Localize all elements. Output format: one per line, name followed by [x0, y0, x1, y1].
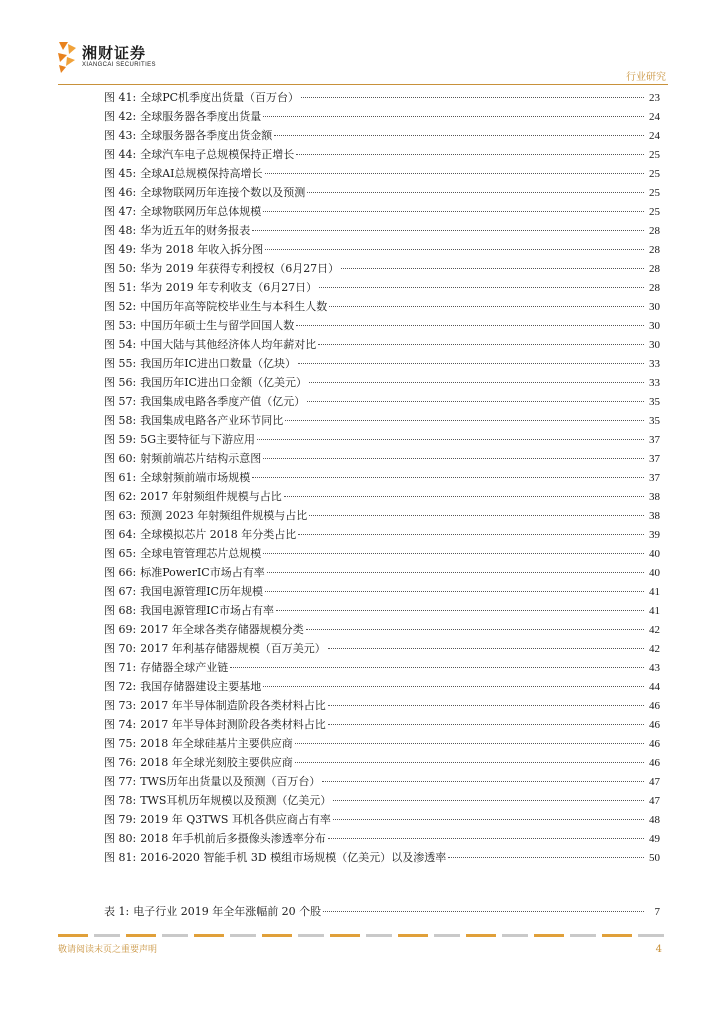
entry-page: 30 [649, 339, 660, 351]
entry-label: 图 48: [104, 224, 137, 237]
entry-label: 图 78: [104, 794, 137, 807]
entry-title: 中国历年硕士生与留学回国人数 [140, 319, 295, 332]
entry-label: 图 80: [104, 832, 137, 845]
dot-leader [329, 306, 644, 307]
entry-label: 图 50: [104, 262, 137, 275]
entry-page: 24 [649, 130, 660, 142]
toc-entry[interactable] [104, 658, 660, 677]
entry-title: 中国大陆与其他经济体人均年薪对比 [140, 338, 317, 351]
entry-label: 图 65: [104, 547, 137, 560]
entry-title: 2017 年半导体制造阶段各类材料占比 [140, 699, 326, 712]
entry-label: 图 43: [104, 129, 137, 142]
entry-label: 图 42: [104, 110, 137, 123]
company-logo [56, 40, 196, 76]
toc-entry[interactable] [104, 449, 660, 468]
entry-page: 47 [649, 795, 660, 807]
entry-page: 39 [649, 529, 660, 541]
toc-entry[interactable] [104, 753, 660, 772]
toc-entry[interactable] [104, 487, 660, 506]
entry-title: 我国存储器建设主要基地 [140, 680, 262, 693]
toc-entry[interactable] [104, 715, 660, 734]
entry-title: 华为 2018 年收入拆分图 [140, 243, 264, 256]
figure-list [104, 88, 660, 867]
dot-leader [328, 705, 644, 706]
entry-page: 33 [649, 377, 660, 389]
dot-leader [257, 439, 644, 440]
toc-entry[interactable] [104, 392, 660, 411]
entry-label: 图 62: [104, 490, 137, 503]
entry-label: 图 59: [104, 433, 137, 446]
dot-leader [296, 154, 644, 155]
entry-page: 25 [649, 149, 660, 161]
entry-page: 37 [649, 472, 660, 484]
toc-entry[interactable] [104, 202, 660, 221]
toc-entry[interactable] [104, 126, 660, 145]
entry-page: 41 [649, 605, 660, 617]
entry-title: 我国电源管理IC市场占有率 [140, 604, 274, 617]
dot-leader [306, 629, 644, 630]
entry-page: 37 [649, 434, 660, 446]
toc-entry[interactable] [104, 183, 660, 202]
entry-page: 23 [649, 92, 660, 104]
toc-entry[interactable] [104, 620, 660, 639]
dot-leader [328, 648, 644, 649]
entry-label: 图 53: [104, 319, 137, 332]
entry-label: 图 76: [104, 756, 137, 769]
entry-title: 全球PC机季度出货量（百万台） [140, 91, 300, 104]
toc-entry[interactable] [104, 430, 660, 449]
entry-title: 我国集成电路各季度产值（亿元） [140, 395, 306, 408]
dot-leader [276, 610, 644, 611]
entry-title: 全球模拟芯片 2018 年分类占比 [140, 528, 297, 541]
entry-page: 38 [649, 491, 660, 503]
dot-leader [318, 344, 644, 345]
dot-leader [265, 249, 644, 250]
xiangcai-logo-icon [56, 40, 78, 74]
entry-label: 图 60: [104, 452, 137, 465]
entry-page: 40 [649, 567, 660, 579]
entry-title: 我国历年IC进出口数量（亿块） [140, 357, 296, 370]
entry-label: 图 63: [104, 509, 137, 522]
entry-page: 41 [649, 586, 660, 598]
page-header [0, 0, 724, 90]
entry-page: 50 [649, 852, 660, 864]
entry-page: 7 [654, 906, 660, 918]
entry-label: 图 57: [104, 395, 137, 408]
entry-title: 存储器全球产业链 [140, 661, 229, 674]
dot-leader [333, 819, 644, 820]
footer-divider [58, 934, 668, 937]
entry-title: 2018 年手机前后多摄像头渗透率分布 [140, 832, 326, 845]
entry-title: 全球AI总规模保持高增长 [140, 167, 263, 180]
entry-title: 中国历年高等院校毕业生与本科生人数 [140, 300, 328, 313]
dot-leader [301, 97, 644, 98]
dot-leader [263, 458, 644, 459]
entry-title: TWS耳机历年规模以及预测（亿美元） [140, 794, 332, 807]
dot-leader [263, 686, 644, 687]
entry-page: 25 [649, 187, 660, 199]
entry-title: 全球射频前端市场规模 [140, 471, 251, 484]
entry-title: 全球电管管理芯片总规模 [140, 547, 262, 560]
entry-page: 42 [649, 624, 660, 636]
dot-leader [285, 420, 644, 421]
entry-title: 预测 2023 年射频组件规模与占比 [140, 509, 308, 522]
entry-label: 图 81: [104, 851, 137, 864]
entry-title: 2017 年利基存储器规模（百万美元） [140, 642, 326, 655]
dot-leader [448, 857, 644, 858]
entry-label: 图 69: [104, 623, 137, 636]
dot-leader [341, 268, 644, 269]
entry-label: 图 51: [104, 281, 137, 294]
dot-leader [284, 496, 644, 497]
entry-title: 标准PowerIC市场占有率 [140, 566, 265, 579]
toc-entry[interactable] [104, 278, 660, 297]
dot-leader [322, 781, 644, 782]
entry-page: 40 [649, 548, 660, 560]
entry-label: 图 49: [104, 243, 137, 256]
toc-entry[interactable] [104, 563, 660, 582]
toc-entry[interactable] [104, 734, 660, 753]
dot-leader [265, 591, 644, 592]
entry-title: 2019 年 Q3TWS 耳机各供应商占有率 [140, 813, 331, 826]
disclaimer-note: 敬请阅读末页之重要声明 [58, 945, 158, 955]
entry-page: 46 [649, 719, 660, 731]
entry-title: 我国集成电路各产业环节同比 [140, 414, 284, 427]
entry-title: 2016-2020 智能手机 3D 模组市场规模（亿美元）以及渗透率 [140, 851, 447, 864]
entry-page: 24 [649, 111, 660, 123]
entry-page: 46 [649, 738, 660, 750]
toc-entry[interactable] [104, 696, 660, 715]
dot-leader [328, 838, 644, 839]
entry-title: 射频前端芯片结构示意图 [140, 452, 262, 465]
entry-page: 47 [649, 776, 660, 788]
toc-entry[interactable] [104, 829, 660, 848]
dot-leader [298, 363, 644, 364]
logo-chinese-name: 湘财证券 [82, 44, 147, 62]
entry-page: 38 [649, 510, 660, 522]
dot-leader [309, 382, 644, 383]
toc-entry[interactable] [104, 107, 660, 126]
entry-label: 图 71: [104, 661, 137, 674]
entry-label: 图 56: [104, 376, 137, 389]
entry-title: 全球服务器各季度出货量 [140, 110, 262, 123]
entry-label: 图 58: [104, 414, 137, 427]
toc-entry[interactable] [104, 468, 660, 487]
entry-label: 图 55: [104, 357, 137, 370]
dot-leader [263, 211, 644, 212]
toc-entry[interactable] [104, 810, 660, 829]
logo-english-name: XIANGCAI SECURITIES [82, 62, 156, 68]
entry-title: 2017 年射频组件规模与占比 [140, 490, 282, 503]
entry-label: 图 73: [104, 699, 137, 712]
entry-title: 华为近五年的财务报表 [140, 224, 251, 237]
entry-page: 35 [649, 415, 660, 427]
toc-entry[interactable] [104, 639, 660, 658]
entry-label: 图 44: [104, 148, 137, 161]
entry-label: 图 75: [104, 737, 137, 750]
toc-entry[interactable] [104, 335, 660, 354]
entry-title: 华为 2019 年获得专利授权（6月27日） [140, 262, 340, 275]
entry-title: 2018 年全球硅基片主要供应商 [140, 737, 293, 750]
entry-page: 46 [649, 757, 660, 769]
dot-leader [296, 325, 644, 326]
table-list [104, 902, 660, 921]
dot-leader [295, 743, 644, 744]
entry-label: 图 47: [104, 205, 137, 218]
toc-entry[interactable] [104, 164, 660, 183]
entry-page: 25 [649, 168, 660, 180]
toc-entry[interactable] [104, 902, 660, 921]
page-number: 4 [655, 944, 662, 955]
entry-label: 表 1: [104, 905, 130, 918]
entry-label: 图 70: [104, 642, 137, 655]
entry-label: 图 68: [104, 604, 137, 617]
entry-title: TWS历年出货量以及预测（百万台） [140, 775, 321, 788]
entry-label: 图 66: [104, 566, 137, 579]
entry-page: 28 [649, 225, 660, 237]
entry-label: 图 77: [104, 775, 137, 788]
dot-leader [230, 667, 644, 668]
entry-title: 电子行业 2019 年全年涨幅前 20 个股 [133, 905, 322, 918]
entry-page: 33 [649, 358, 660, 370]
dot-leader [263, 116, 644, 117]
entry-page: 43 [649, 662, 660, 674]
entry-page: 37 [649, 453, 660, 465]
toc-entry[interactable] [104, 506, 660, 525]
dot-leader [274, 135, 644, 136]
entry-label: 图 45: [104, 167, 137, 180]
entry-title: 5G主要特征与下游应用 [140, 433, 255, 446]
entry-label: 图 74: [104, 718, 137, 731]
entry-title: 全球物联网历年总体规模 [140, 205, 262, 218]
entry-title: 2017 年全球各类存储器规模分类 [140, 623, 304, 636]
entry-page: 28 [649, 244, 660, 256]
dot-leader [328, 724, 644, 725]
entry-label: 图 64: [104, 528, 137, 541]
entry-page: 28 [649, 263, 660, 275]
toc-entry[interactable] [104, 259, 660, 278]
entry-page: 35 [649, 396, 660, 408]
entry-page: 25 [649, 206, 660, 218]
entry-page: 28 [649, 282, 660, 294]
entry-label: 图 72: [104, 680, 137, 693]
toc-entry[interactable] [104, 848, 660, 867]
entry-page: 30 [649, 320, 660, 332]
dot-leader [298, 534, 644, 535]
toc-entry[interactable] [104, 525, 660, 544]
entry-title: 华为 2019 年专利收支（6月27日） [140, 281, 318, 294]
dot-leader [307, 401, 644, 402]
entry-title: 我国电源管理IC历年规模 [140, 585, 263, 598]
entry-label: 图 54: [104, 338, 137, 351]
toc-entry[interactable] [104, 791, 660, 810]
dot-leader [333, 800, 644, 801]
toc-entry[interactable] [104, 221, 660, 240]
toc-entry[interactable] [104, 88, 660, 107]
dot-leader [252, 230, 644, 231]
toc-entry[interactable] [104, 677, 660, 696]
dot-leader [307, 192, 644, 193]
toc-entry[interactable] [104, 411, 660, 430]
dot-leader [323, 911, 644, 912]
dot-leader [319, 287, 644, 288]
toc-entry[interactable] [104, 601, 660, 620]
entry-page: 30 [649, 301, 660, 313]
toc-entry[interactable] [104, 544, 660, 563]
report-category: 行业研究 [626, 72, 666, 83]
header-divider [58, 84, 668, 85]
dot-leader [309, 515, 644, 516]
toc-entry[interactable] [104, 145, 660, 164]
toc-entry[interactable] [104, 373, 660, 392]
toc-entry[interactable] [104, 582, 660, 601]
toc-entry[interactable] [104, 772, 660, 791]
entry-title: 我国历年IC进出口金额（亿美元） [140, 376, 307, 389]
entry-label: 图 61: [104, 471, 137, 484]
entry-title: 全球汽车电子总规模保持正增长 [140, 148, 295, 161]
entry-label: 图 41: [104, 91, 137, 104]
entry-label: 图 67: [104, 585, 137, 598]
entry-label: 图 52: [104, 300, 137, 313]
entry-title: 2018 年全球光刻胶主要供应商 [140, 756, 293, 769]
toc-entry[interactable] [104, 297, 660, 316]
entry-page: 44 [649, 681, 660, 693]
dot-leader [265, 173, 645, 174]
dot-leader [295, 762, 644, 763]
dot-leader [263, 553, 644, 554]
entry-title: 全球物联网历年连接个数以及预测 [140, 186, 306, 199]
entry-page: 48 [649, 814, 660, 826]
dot-leader [267, 572, 644, 573]
entry-title: 全球服务器各季度出货金额 [140, 129, 273, 142]
entry-page: 42 [649, 643, 660, 655]
entry-label: 图 79: [104, 813, 137, 826]
toc-entry[interactable] [104, 316, 660, 335]
entry-page: 46 [649, 700, 660, 712]
toc-entry[interactable] [104, 354, 660, 373]
entry-label: 图 46: [104, 186, 137, 199]
toc-entry[interactable] [104, 240, 660, 259]
entry-title: 2017 年半导体封测阶段各类材料占比 [140, 718, 326, 731]
dot-leader [252, 477, 644, 478]
entry-page: 49 [649, 833, 660, 845]
